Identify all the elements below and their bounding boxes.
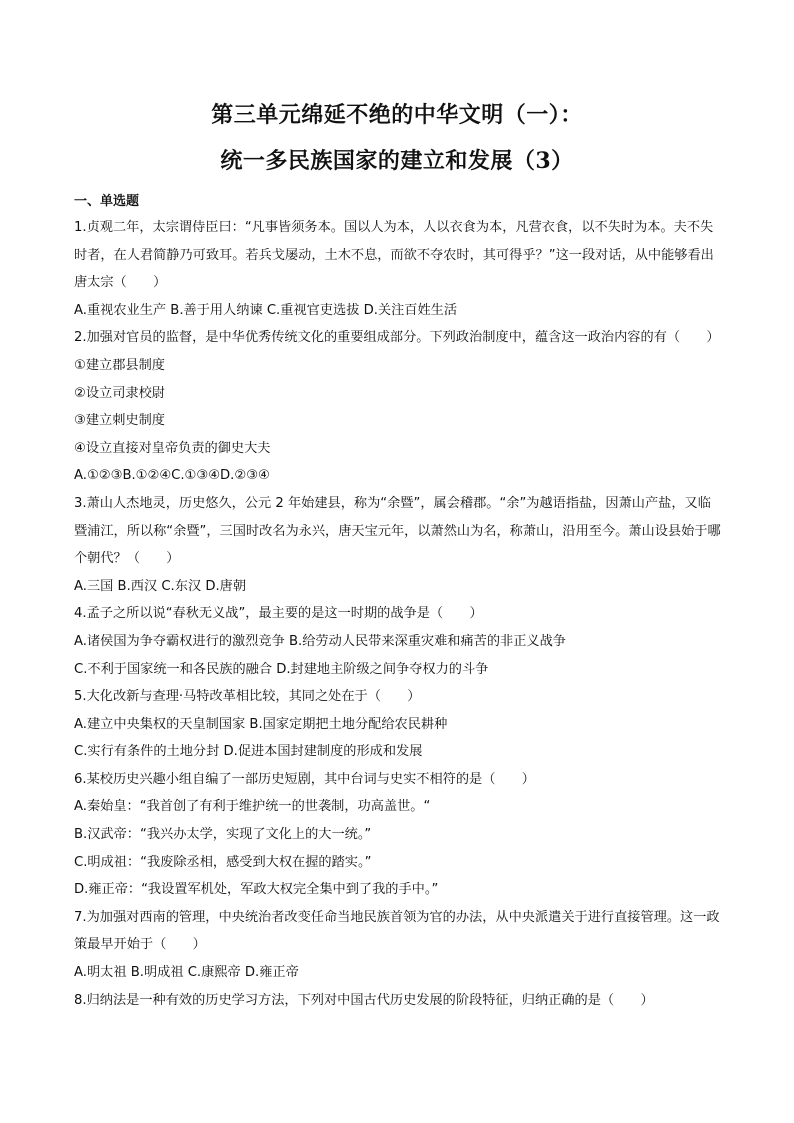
question-stem: 1.贞观二年，太宗谓侍臣曰：“凡事皆须务本。国以人为本，人以衣食为本，凡营衣食，以不失时为本。夫不失时者，在人君简静乃可致耳。若兵戈屡动，土木不息，而欲不夺农时，其可得乎？”这一段对话，从中能够看出唐太宗（ ） xyxy=(74,220,714,291)
question-options-ab: A.建立中央集权的天皇制国家 B.国家定期把土地分配给农民耕种 xyxy=(74,716,448,732)
question-options-cd: C.不利于国家统一和各民族的融合 D.封建地主阶级之间争夺权力的斗争 xyxy=(74,661,489,677)
question-stem: 7.为加强对西南的管理，中央统治者改变任命当地民族首领为官的办法，从中央派遣关于进行直接管理。这一政策最早开始于（ ） xyxy=(74,909,720,953)
question-stem: 4.孟子之所以说“春秋无义战”，最主要的是这一时期的战争是（ ） xyxy=(74,606,483,622)
statement-3: ③建立刺史制度 xyxy=(74,413,165,429)
statement-1: ①建立郡县制度 xyxy=(74,357,165,373)
question-options: A.①②③B.①②④C.①③④D.②③④ xyxy=(74,468,270,484)
question-8 xyxy=(74,987,724,1015)
question-list xyxy=(74,214,724,1014)
question-stem: 3.萧山人杰地灵，历史悠久，公元 2 年始建县，称为“余暨”，属会稽郡。“余”为越语指盐，因萧山产盐，又临暨浦江，所以称“余暨”，三国时改名为永兴，唐天宝元年，以萧然山为名，称萧山，沿用至今。萧山设县始于哪个朝代？（ ） xyxy=(74,495,721,567)
question-options: A.重视农业生产 B.善于用人纳谏 C.重视官吏选拔 D.关注百姓生活 xyxy=(74,302,458,318)
document-title-line2: 统一多民族国家的建立和发展（3） xyxy=(220,148,574,174)
question-5 xyxy=(74,683,724,766)
statement-2: ②设立司隶校尉 xyxy=(74,385,165,401)
document-title-line1: 第三单元绵延不绝的中华文明（一）： xyxy=(211,102,583,128)
option-b: B.汉武帝：“我兴办太学，实现了文化上的大一统。” xyxy=(74,827,372,843)
question-3 xyxy=(74,490,724,600)
question-2 xyxy=(74,324,724,490)
question-options: A.三国 B.西汉 C.东汉 D.唐朝 xyxy=(74,578,247,594)
question-options-cd: C.实行有条件的土地分封 D.促进本国封建制度的形成和发展 xyxy=(74,744,423,760)
option-d: D.雍正帝：“我设置军机处，军政大权完全集中到了我的手中。” xyxy=(74,882,439,898)
question-stem: 2.加强对官员的监督，是中华优秀传统文化的重要组成部分。下列政治制度中，蕴含这一政治内容的有（ ） xyxy=(74,330,720,346)
statement-4: ④设立直接对皇帝负责的御史大夫 xyxy=(74,440,271,456)
question-stem: 6.某校历史兴趣小组自编了一部历史短剧，其中台词与史实不相符的是（ ） xyxy=(74,771,535,787)
question-stem: 5.大化改新与查理·马特改革相比较，其同之处在于（ ） xyxy=(74,689,421,705)
question-4 xyxy=(74,600,724,683)
section-heading: 一、单选题 xyxy=(74,194,140,209)
question-stem: 8.归纳法是一种有效的历史学习方法，下列对中国古代历史发展的阶段特征，归纳正确的是（ ） xyxy=(74,992,654,1008)
question-7 xyxy=(74,904,724,987)
question-options-ab: A.诸侯国为争夺霸权进行的激烈竞争 B.给劳动人民带来深重灾难和痛苦的非正义战争 xyxy=(74,633,566,649)
question-options: A.明太祖 B.明成祖 C.康熙帝 D.雍正帝 xyxy=(74,965,299,981)
question-6 xyxy=(74,766,724,904)
question-1 xyxy=(74,214,724,324)
option-c: C.明成祖：“我废除丞相，感受到大权在握的踏实。” xyxy=(74,854,372,870)
option-a: A.秦始皇：“我首创了有利于维护统一的世袭制，功高盖世。“ xyxy=(74,799,431,815)
